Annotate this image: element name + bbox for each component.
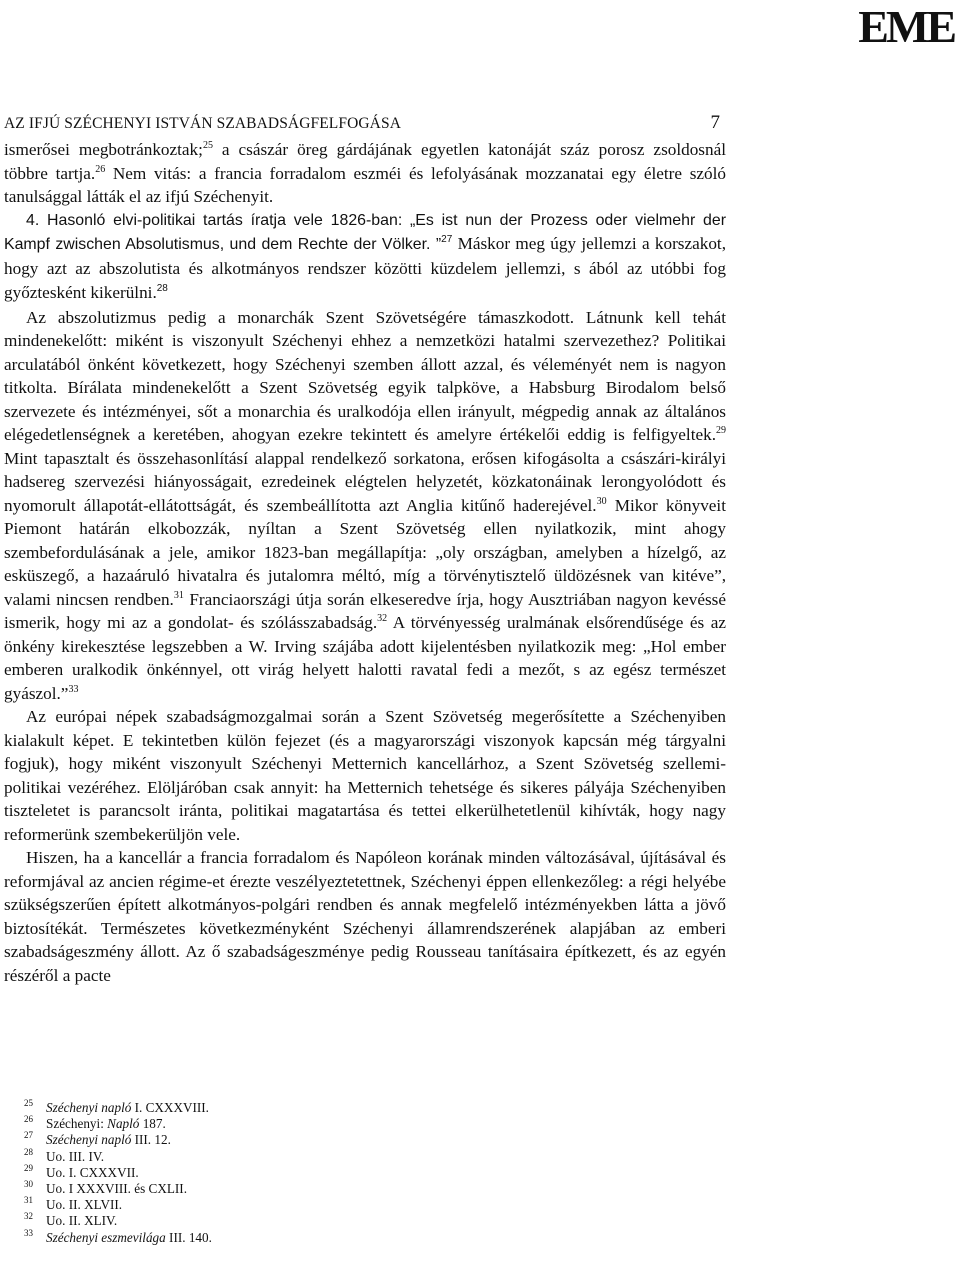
footnote-number: 28 <box>24 1146 33 1157</box>
publisher-logo: EME <box>858 1 954 52</box>
text-run: ismerősei megbotránkoztak; <box>4 140 203 159</box>
body-text <box>4 138 726 987</box>
text-run: Az abszolutizmus pedig a monarchák Szent Szövetségére támaszkodott. Látnunk kell tehát mindenekelőtt: miként is viszonyult Széchenyi ehhez a nemzetközi hatalmi szervezethez? Politikai arculatából önként következett, hogy Széchenyi szemben állott azzal, és véleményét nem is nagyon titkolta. Bírálata mindenekelőtt a Szent Szövetség egyik talpköve, a Habsburg Birodalom belső szervezete és intézményei, sőt a monarchia és uralkodója ellen irányult, mégpedig annak az általános elégedetlenségnek a keretében, ahogyan ezekre tekintett és amelyre értékelői eddig is felfigyeltek. <box>4 307 726 444</box>
text-run: a császár öreg gárdájának egyetlen katonáját száz porosz zsoldosnál többre tartja. <box>4 140 726 183</box>
paragraph-1 <box>4 138 726 209</box>
paragraph-3 <box>4 306 726 706</box>
footnote <box>24 1132 624 1148</box>
page-number: 7 <box>710 112 720 133</box>
footnote-number: 25 <box>24 1098 33 1108</box>
footnote-ref: 187. <box>139 1116 166 1132</box>
footnote-source: Széchenyi napló <box>46 1100 132 1115</box>
footnote-number: 32 <box>24 1211 33 1222</box>
footnote-ref-27[interactable]: 27 <box>441 234 453 245</box>
footnote-number: 31 <box>24 1195 33 1206</box>
footnote <box>24 1181 624 1197</box>
footnote-ref-31[interactable]: 31 <box>173 589 184 601</box>
footnote <box>24 1213 624 1229</box>
footnote <box>24 1146 624 1165</box>
footnote-ref-30[interactable]: 30 <box>596 495 607 507</box>
footnote-ref: Uo. II. XLVII. <box>46 1197 123 1213</box>
footnote-ref-33[interactable]: 33 <box>68 683 79 695</box>
footnotes <box>24 1100 624 1246</box>
footnote-ref: Uo. I XXXVIII. és CXLII. <box>46 1181 187 1197</box>
footnote <box>24 1162 624 1181</box>
footnote-ref: III. 12. <box>131 1132 171 1148</box>
paragraph-4: Az európai népek szabadságmozgalmai során a Szent Szövetség megerősítette a Széchenyiben kialakult képet. E tekintetben külön fejezet (és a magyarországi viszonyok kapcsán még tárgyalni fogjuk), hogy miként viszonyult Széchenyi Metternich kancellárhoz, a Szent Szövetség szellemi-politikai vezéréhez. Elöljáróban csak annyit: ha Metternich tehetsége és sikeres pályája Széchenyiben tiszteletet is parancsolt iránta, politikai magatartása és tettei elkerülhetetlenül kihívták, hogy nagy reformerünk szembekerüljön vele. <box>4 707 726 844</box>
footnote <box>24 1100 624 1116</box>
footnote-number: 27 <box>24 1130 33 1141</box>
footnote-ref: Uo. II. XLIV. <box>46 1213 118 1229</box>
footnote-ref-25[interactable]: 25 <box>202 140 213 151</box>
footnote <box>24 1197 624 1213</box>
text-run: Franciaországi útja során elkeseredve írja, hogy Ausztriában nagyon kevéssé ismerik, hogy mi az a gondolat- és szólásszabadság. <box>4 589 726 632</box>
paragraph-2 <box>4 209 726 306</box>
footnote-source: Napló <box>107 1116 140 1132</box>
footnote-ref: Uo. I. CXXXVII. <box>46 1164 139 1180</box>
footnote-source: Széchenyi napló <box>46 1132 132 1148</box>
text-run: A törvényesség uralmának elsőrendűsége és az önkény kirekesztése legszebben a W. Irving szájába adott kijelentésben nyilatkozik meg: „Hol ember emberen uralkodik önkénnyel, ott virág helyett halotti ravatal fedi a mezőt, s az egész természet gyászol.” <box>4 613 727 703</box>
footnote <box>24 1227 624 1246</box>
running-header <box>4 112 726 135</box>
footnote-ref-26[interactable]: 26 <box>95 163 106 175</box>
footnote-source: Széchenyi eszmevilága <box>46 1229 166 1245</box>
running-title: AZ IFJÚ SZÉCHENYI ISTVÁN SZABADSÁGFELFOGÁSA <box>4 115 401 132</box>
paragraph-5: Hiszen, ha a kancellár a francia forradalom és Napóleon korának minden változásával, újításával és reformjával az ancien régime-et érezte veszélyeztetettnek, Széchenyi éppen ellenkezőleg: a régi helyébe szükségszerűen épített alkotmányos-polgári rendben és annak megfelelő intézményekben látta a jövő biztosítékát. Természetes következményként Széchenyi államrendszerének alapjában az emberi szabadságeszmény állott. Az ő szabadságeszménye pedig Rousseau tanításaira építkezett, és az egyén részéről a pacte <box>4 848 726 985</box>
text-run: Mikor könyveit Piemont határán elkobozzák, nyíltan a Szent Szövetség ellen nyilatkozik, mint ahogy szembefordulásának a jele, amikor 1823-ban megállapítja: „oly országban, amelyben a hízelgő, az esküszegő, a hazaáruló hivatalra és jutalomra méltó, míg a törvénytisztelő üldözésnek van kitéve”, valami nincsen rendben. <box>4 495 726 609</box>
text-run: 4. Hasonló elvi-politikai tartás íratja vele 1826-ban: „Es ist nun der Prozess oder vielmehr der Kampf zwischen Absolutismus, und dem Rechte der Völker. ” <box>4 211 726 253</box>
footnote-number: 33 <box>24 1227 33 1238</box>
footnote-ref-28[interactable]: 28 <box>156 283 168 294</box>
text-run: Máskor meg úgy jellemzi a korszakot, hogy azt az abszolutista és alkotmányos rendszer közötti küzdelem jellemzi, s ából az utóbbi fog győztesként kikerülni. <box>4 234 726 302</box>
footnote-ref: III. 140. <box>165 1229 212 1245</box>
footnote-number: 29 <box>24 1162 33 1173</box>
footnote-ref: I. CXXXVIII. <box>131 1100 209 1115</box>
footnote-number: 26 <box>24 1114 33 1125</box>
footnote-ref: Uo. III. IV. <box>46 1148 104 1164</box>
text-run: Nem vitás: a francia forradalom eszméi és lefolyásának mozzanatai egy életre szóló tanulsággal látták el az ifjú Széchenyit. <box>4 163 726 206</box>
text-run: Mint tapasztalt és összehasonlításí alappal rendelkező sorkatona, erősen kifogásolta a császári-királyi hadsereg szervezési hiányosságait, ezredeinek elégtelen helyzetét, közkatonáinak lerongyolódott és nyomorult állapotát-ellátottságát, és szembeállította azt Anglia kitűnő haderejével. <box>4 448 726 515</box>
footnote-author: Széchenyi: <box>46 1116 108 1132</box>
footnote <box>24 1116 624 1132</box>
footnote-number: 30 <box>24 1179 33 1190</box>
footnote-ref-32[interactable]: 32 <box>377 613 388 624</box>
footnote-ref-29[interactable]: 29 <box>716 425 726 436</box>
